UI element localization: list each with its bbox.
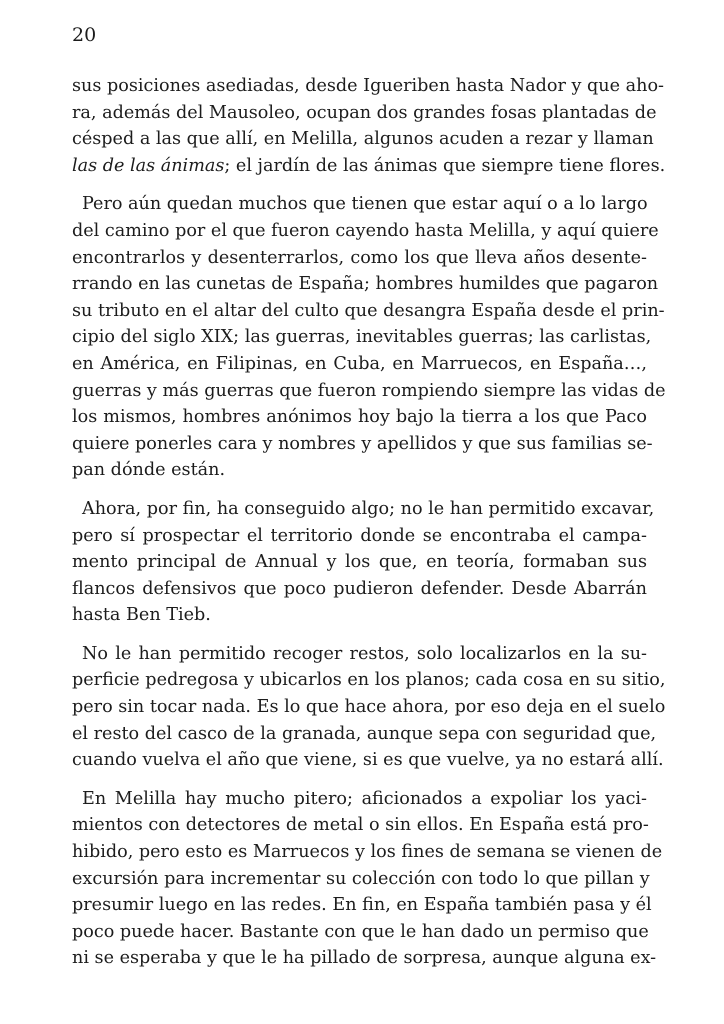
text-line: cuando vuelva el año que viene, si es que vuelve, ya no estará allí. xyxy=(72,750,664,771)
text-line-with-italic xyxy=(72,153,666,180)
text-line: sus posiciones asediadas, desde Igueriben hasta Nador y que aho- xyxy=(72,76,664,96)
text-line: Ahora, por fin, ha conseguido algo; no le han permitido excavar, xyxy=(82,498,655,519)
text-line: hibido, pero esto es Marruecos y los fines de semana se vienen de xyxy=(72,842,663,863)
text-line: en América, en Filipinas, en Cuba, en Marruecos, en España…, xyxy=(72,353,647,374)
paragraph-3 xyxy=(72,496,655,629)
text-line: flancos defensivos que poco pudieron defender. Desde Abarrán xyxy=(72,578,647,599)
text-line: excursión para incrementar su colección con todo lo que pillan y xyxy=(72,868,650,889)
text-line: ni se esperaba y que le ha pillado de sorpresa, aunque alguna ex- xyxy=(72,948,657,969)
text-line: pero sí prospectar el territorio donde se encontraba el campa- xyxy=(72,525,647,546)
text-line: perficie pedregosa y ubicarlos en los planos; cada cosa en su sitio, xyxy=(72,670,666,691)
paragraph-1 xyxy=(72,73,666,179)
text-line: cipio del siglo XIX; las guerras, inevitables guerras; las carlistas, xyxy=(72,327,652,348)
text-line: presumir luego en las redes. En fin, en España también pasa y él xyxy=(72,895,652,916)
text-line: pero sin tocar nada. Es lo que hace ahora, por eso deja en el suelo xyxy=(72,697,666,718)
text-line: pan dónde están. xyxy=(72,460,226,481)
text-line: encontrarlos y desenterrarlos, como los que lleva años desente- xyxy=(72,247,647,268)
text-line: hasta Ben Tieb. xyxy=(72,605,211,626)
paragraph-5 xyxy=(72,786,663,972)
line-remainder: ; el jardín de las ánimas que siempre tiene flores. xyxy=(224,155,666,176)
text-line: quiere ponerles cara y nombres y apellidos y que sus familias se- xyxy=(72,433,653,454)
text-line: No le han permitido recoger restos, solo localizarlos en la su- xyxy=(82,643,647,664)
text-line: poco puede hacer. Bastante con que le han dado un permiso que xyxy=(72,921,649,942)
text-line: mientos con detectores de metal o sin ellos. En España está pro- xyxy=(72,815,649,836)
text-line: guerras y más guerras que fueron rompiendo siempre las vidas de xyxy=(72,380,666,401)
text-line: En Melilla hay mucho pitero; aficionados a expoliar los yaci- xyxy=(82,788,647,809)
italic-phrase: las de las ánimas xyxy=(72,155,225,176)
text-line: el resto del casco de la granada, aunque sepa con seguridad que, xyxy=(72,723,657,744)
text-line: césped a las que allí, en Melilla, algunos acuden a rezar y llaman xyxy=(72,129,654,150)
text-line: los mismos, hombres anónimos hoy bajo la tierra a los que Paco xyxy=(72,407,647,428)
text-line: ra, además del Mausoleo, ocupan dos grandes fosas plantadas de xyxy=(72,102,657,123)
text-line: su tributo en el altar del culto que desangra España desde el prin- xyxy=(72,300,665,321)
paragraph-4 xyxy=(72,641,666,774)
body-text xyxy=(72,73,666,984)
text-line: Pero aún quedan muchos que tienen que estar aquí o a lo largo xyxy=(82,194,648,215)
text-line: rrando en las cunetas de España; hombres humildes que pagaron xyxy=(72,274,659,295)
text-line: mento principal de Annual y los que, en teoría, formaban sus xyxy=(72,552,647,573)
text-line: del camino por el que fueron cayendo hasta Melilla, y aquí quiere xyxy=(72,220,659,241)
paragraph-2 xyxy=(72,191,666,484)
page-number: 20 xyxy=(72,24,97,46)
